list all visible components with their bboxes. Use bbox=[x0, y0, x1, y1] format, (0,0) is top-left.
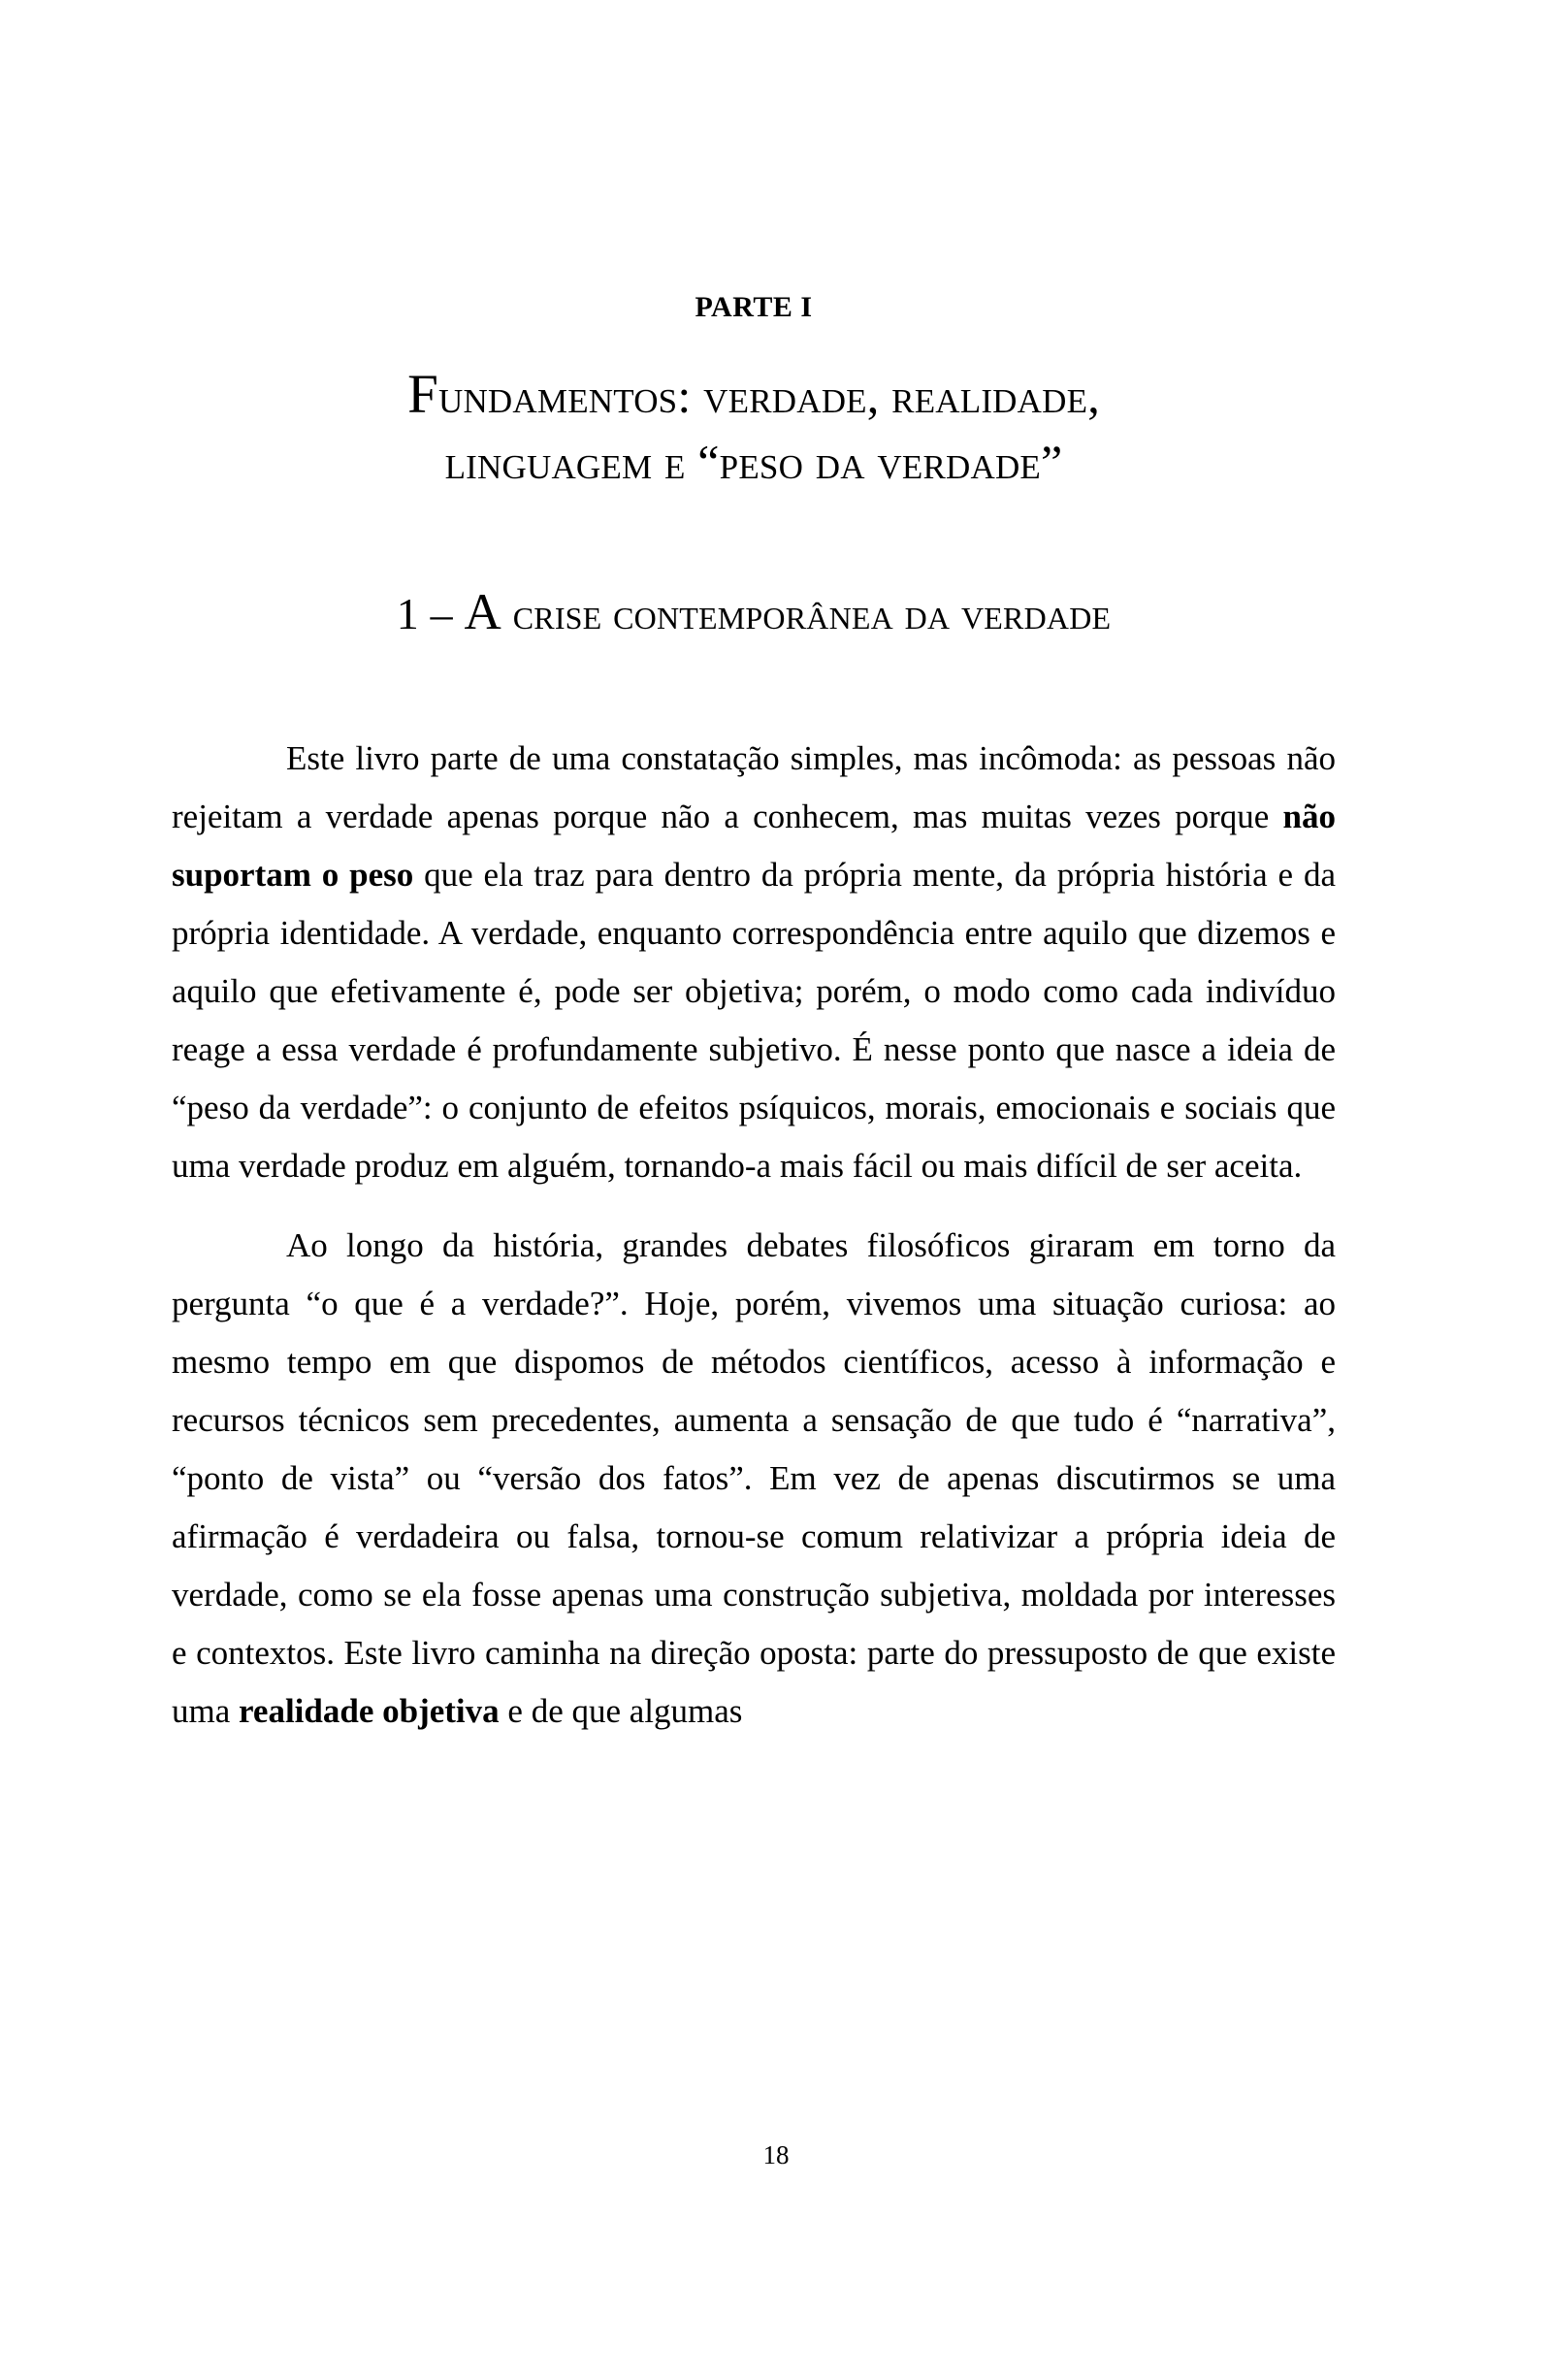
chapter-title-rest bbox=[501, 589, 513, 638]
paragraph-1-part-2: que ela traz para dentro da própria mente, da própria história e da própria identidade. A verdade, enquanto correspondência entre aquilo que dizemos e aquilo que efetivamente é, pode ser objetiva; porém, o modo como cada indivíduo reage a essa verdade é profundamente subjetivo. É nesse ponto que nasce a ideia de “peso da verdade”: o conjunto de efeitos psíquicos, morais, emocionais e sociais que uma verdade produz em alguém, tornando-a mais fácil ou mais difícil de ser aceita. bbox=[172, 855, 1336, 1185]
chapter-dash: – bbox=[430, 588, 453, 638]
chapter-title-text: crise contemporânea da verdade bbox=[512, 588, 1112, 638]
part-title-line-1-rest: undamentos: verdade, realidade, bbox=[437, 369, 1100, 423]
part-title-dropcap: F bbox=[407, 364, 438, 425]
paragraph-2-emphasis: realidade objetiva bbox=[239, 1691, 500, 1730]
part-title bbox=[172, 360, 1336, 493]
paragraph-1-part-1: Este livro parte de uma constatação simples, mas incômoda: as pessoas não rejeitam a verdade apenas porque não a conhecem, mas muitas vezes porque bbox=[172, 738, 1336, 835]
paragraph-1 bbox=[172, 730, 1336, 1195]
part-title-line-1 bbox=[172, 360, 1336, 431]
paragraph-2-part-1: Ao longo da história, grandes debates filosóficos giraram em torno da pergunta “o que é a verdade?”. Hoje, porém, vivemos uma situação curiosa: ao mesmo tempo em que dispomos de métodos científicos, acesso à informação e recursos técnicos sem precedentes, aumenta a sensação de que tudo é “narrativa”, “ponto de vista” ou “versão dos fatos”. Em vez de apenas discutirmos se uma afirmação é verdadeira ou falsa, tornou-se comum relativizar a própria ideia de verdade, como se ela fosse apenas uma construção subjetiva, moldada por interesses e contextos. Este livro caminha na direção oposta: parte do pressuposto de que existe uma bbox=[172, 1225, 1336, 1730]
paragraph-2-part-2: e de que algumas bbox=[499, 1691, 743, 1730]
chapter-number: 1 bbox=[396, 588, 419, 638]
part-title-line-2: linguagem e “peso da verdade” bbox=[444, 434, 1063, 489]
chapter-title-initial: A bbox=[464, 583, 502, 640]
paragraph-1-emphasis: não suportam o peso bbox=[172, 797, 1336, 894]
page-content bbox=[172, 0, 1336, 1741]
page-number: 18 bbox=[762, 2140, 790, 2169]
body-copy bbox=[172, 730, 1336, 1741]
chapter-title bbox=[172, 582, 1336, 644]
paragraph-2 bbox=[172, 1217, 1336, 1741]
part-label: PARTE I bbox=[695, 291, 813, 323]
chapter-title-space bbox=[453, 589, 465, 638]
chapter-title-dash bbox=[419, 589, 431, 638]
